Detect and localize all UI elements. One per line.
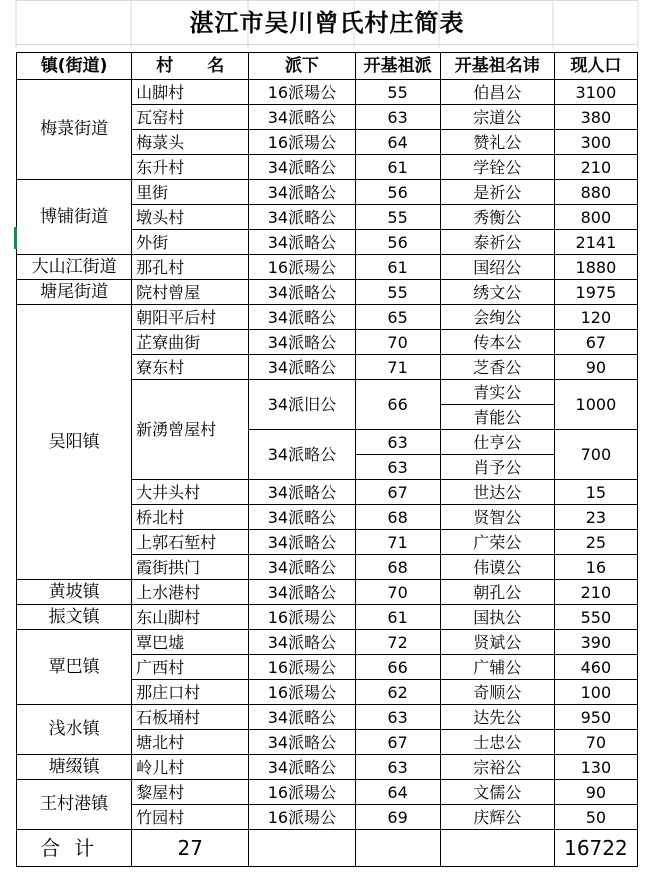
branch-cell[interactable]: 34派略公 <box>249 505 355 530</box>
table-row <box>17 705 638 730</box>
town-cell[interactable]: 大山江街道 <box>17 255 132 280</box>
ancestor-cell[interactable]: 学铨公 <box>440 155 554 180</box>
ancestor-cell[interactable]: 庆辉公 <box>440 805 554 830</box>
generation-cell[interactable]: 65 <box>355 305 440 330</box>
generation-cell[interactable]: 72 <box>355 630 440 655</box>
ancestor-cell[interactable]: 士忠公 <box>440 730 554 755</box>
village-cell[interactable]: 朝阳平后村 <box>132 305 249 330</box>
village-cell[interactable]: 瓦窑村 <box>132 105 249 130</box>
generation-cell[interactable]: 63 <box>355 105 440 130</box>
branch-cell[interactable]: 34派略公 <box>249 705 355 730</box>
ancestor-cell[interactable]: 仕亨公 <box>440 430 554 455</box>
population-cell[interactable]: 1975 <box>554 280 637 305</box>
population-cell[interactable]: 90 <box>554 355 637 380</box>
page-title: 湛江市吴川曾氏村庄简表 <box>189 9 465 37</box>
total-empty-cell[interactable] <box>355 830 440 867</box>
ancestor-cell[interactable]: 传本公 <box>440 330 554 355</box>
branch-cell[interactable]: 34派略公 <box>249 355 355 380</box>
generation-cell[interactable]: 70 <box>355 580 440 605</box>
branch-cell[interactable]: 16派瑒公 <box>249 655 355 680</box>
village-cell[interactable]: 上水港村 <box>132 580 249 605</box>
population-cell[interactable]: 1880 <box>554 255 637 280</box>
branch-cell[interactable]: 16派瑒公 <box>249 680 355 705</box>
generation-cell[interactable]: 55 <box>355 280 440 305</box>
table-body-wuyang <box>17 305 638 580</box>
generation-cell[interactable]: 68 <box>355 505 440 530</box>
population-cell[interactable]: 15 <box>554 480 637 505</box>
ancestor-cell[interactable]: 奇顺公 <box>440 680 554 705</box>
branch-cell[interactable]: 16派瑒公 <box>249 130 355 155</box>
branch-cell[interactable]: 34派略公 <box>249 205 355 230</box>
branch-cell[interactable]: 34派略公 <box>249 530 355 555</box>
ancestor-cell[interactable]: 广辅公 <box>440 655 554 680</box>
population-cell[interactable]: 67 <box>554 330 637 355</box>
ancestor-cell[interactable]: 国执公 <box>440 605 554 630</box>
generation-cell[interactable]: 61 <box>355 605 440 630</box>
generation-cell[interactable]: 56 <box>355 230 440 255</box>
village-cell[interactable]: 寮东村 <box>132 355 249 380</box>
ancestor-cell[interactable]: 世达公 <box>440 480 554 505</box>
generation-cell[interactable]: 67 <box>355 480 440 505</box>
village-table <box>16 52 638 867</box>
town-cell[interactable]: 黄坡镇 <box>17 580 132 605</box>
cell-selection-marker <box>14 227 17 249</box>
ancestor-cell[interactable]: 会绚公 <box>440 305 554 330</box>
village-cell[interactable]: 里街 <box>132 180 249 205</box>
generation-cell[interactable]: 69 <box>355 805 440 830</box>
generation-cell[interactable]: 63 <box>355 430 440 455</box>
branch-cell[interactable]: 34派略公 <box>249 180 355 205</box>
town-cell[interactable]: 覃巴镇 <box>17 630 132 705</box>
generation-cell[interactable]: 56 <box>355 180 440 205</box>
ancestor-cell[interactable]: 文儒公 <box>440 780 554 805</box>
table-body-lower <box>17 580 638 830</box>
population-cell[interactable]: 120 <box>554 305 637 330</box>
branch-cell[interactable]: 34派略公 <box>249 430 355 480</box>
total-empty-cell[interactable] <box>249 830 355 867</box>
village-cell-xinyong[interactable]: 新湧曾屋村 <box>132 380 249 480</box>
header-ancestor[interactable]: 开基祖名讳 <box>440 53 554 80</box>
town-cell[interactable]: 塘缀镇 <box>17 755 132 780</box>
village-cell[interactable]: 黎屋村 <box>132 780 249 805</box>
branch-cell[interactable]: 34派略公 <box>249 580 355 605</box>
town-cell[interactable]: 梅菉街道 <box>17 80 132 180</box>
ancestor-cell[interactable]: 秀衡公 <box>440 205 554 230</box>
village-cell[interactable]: 东升村 <box>132 155 249 180</box>
population-cell[interactable]: 800 <box>554 205 637 230</box>
ancestor-cell[interactable]: 绣文公 <box>440 280 554 305</box>
ancestor-cell[interactable]: 贤斌公 <box>440 630 554 655</box>
population-cell[interactable]: 700 <box>554 430 637 480</box>
generation-cell[interactable]: 63 <box>355 705 440 730</box>
population-cell[interactable]: 390 <box>554 630 637 655</box>
population-cell[interactable]: 90 <box>554 780 637 805</box>
village-cell[interactable]: 院村曾屋 <box>132 280 249 305</box>
population-cell[interactable]: 550 <box>554 605 637 630</box>
town-cell[interactable]: 浅水镇 <box>17 705 132 755</box>
branch-cell[interactable]: 34派略公 <box>249 305 355 330</box>
population-cell[interactable]: 16 <box>554 555 637 580</box>
table-row <box>17 305 638 330</box>
table-row <box>17 630 638 655</box>
population-cell[interactable]: 130 <box>554 755 637 780</box>
table-body-upper <box>17 80 638 305</box>
village-cell[interactable]: 那孔村 <box>132 255 249 280</box>
generation-cell[interactable]: 68 <box>355 555 440 580</box>
population-cell[interactable]: 460 <box>554 655 637 680</box>
village-cell[interactable]: 外街 <box>132 230 249 255</box>
generation-cell[interactable]: 67 <box>355 730 440 755</box>
town-cell[interactable]: 塘尾街道 <box>17 280 132 305</box>
village-cell[interactable]: 桥北村 <box>132 505 249 530</box>
village-cell[interactable]: 山脚村 <box>132 80 249 105</box>
population-cell[interactable]: 210 <box>554 580 637 605</box>
population-cell[interactable]: 380 <box>554 105 637 130</box>
total-population[interactable]: 16722 <box>554 830 637 867</box>
branch-cell[interactable]: 34派略公 <box>249 555 355 580</box>
total-label[interactable]: 合计 <box>17 830 132 867</box>
ancestor-cell[interactable]: 宗道公 <box>440 105 554 130</box>
population-cell[interactable]: 23 <box>554 505 637 530</box>
ancestor-cell[interactable]: 肖予公 <box>440 455 554 480</box>
branch-cell[interactable]: 34派略公 <box>249 630 355 655</box>
generation-cell[interactable]: 62 <box>355 680 440 705</box>
header-row <box>17 53 638 80</box>
population-cell[interactable]: 3100 <box>554 80 637 105</box>
branch-cell[interactable]: 16派瑒公 <box>249 255 355 280</box>
town-cell[interactable]: 振文镇 <box>17 605 132 630</box>
population-cell[interactable]: 880 <box>554 180 637 205</box>
branch-cell[interactable]: 34派略公 <box>249 330 355 355</box>
header-branch[interactable]: 派下 <box>249 53 355 80</box>
branch-cell[interactable]: 34派略公 <box>249 105 355 130</box>
village-cell[interactable]: 覃巴墟 <box>132 630 249 655</box>
branch-cell[interactable]: 34派略公 <box>249 755 355 780</box>
generation-cell[interactable]: 55 <box>355 205 440 230</box>
ancestor-cell[interactable]: 赞礼公 <box>440 130 554 155</box>
header-village[interactable]: 村 名 <box>132 53 249 80</box>
village-cell[interactable]: 岭儿村 <box>132 755 249 780</box>
generation-cell[interactable]: 61 <box>355 155 440 180</box>
ancestor-cell[interactable]: 宗裕公 <box>440 755 554 780</box>
population-cell[interactable]: 2141 <box>554 230 637 255</box>
generation-cell[interactable]: 63 <box>355 455 440 480</box>
ancestor-cell[interactable]: 青实公 <box>440 380 554 405</box>
branch-cell[interactable]: 34派略公 <box>249 230 355 255</box>
table-row <box>17 280 638 305</box>
village-cell[interactable]: 那庄口村 <box>132 680 249 705</box>
header-population[interactable]: 现人口 <box>554 53 637 80</box>
ancestor-cell[interactable]: 贤智公 <box>440 505 554 530</box>
table-body-total <box>17 830 638 867</box>
branch-cell[interactable]: 34派旧公 <box>249 380 355 430</box>
table-row <box>17 755 638 780</box>
ancestor-cell[interactable]: 广荣公 <box>440 530 554 555</box>
generation-cell[interactable]: 64 <box>355 130 440 155</box>
village-cell[interactable]: 霞街拱门 <box>132 555 249 580</box>
village-cell[interactable]: 上郭石堑村 <box>132 530 249 555</box>
ancestor-cell[interactable]: 泰祈公 <box>440 230 554 255</box>
village-cell[interactable]: 大井头村 <box>132 480 249 505</box>
generation-cell[interactable]: 71 <box>355 355 440 380</box>
town-cell[interactable]: 吴阳镇 <box>17 305 132 580</box>
generation-cell[interactable]: 55 <box>355 80 440 105</box>
table-row <box>17 605 638 630</box>
ancestor-cell[interactable]: 国绍公 <box>440 255 554 280</box>
ancestor-cell[interactable]: 青能公 <box>440 405 554 430</box>
town-cell[interactable]: 博铺街道 <box>17 180 132 255</box>
branch-cell[interactable]: 16派瑒公 <box>249 80 355 105</box>
ancestor-cell[interactable]: 伟谟公 <box>440 555 554 580</box>
table-row <box>17 780 638 805</box>
table-row <box>17 180 638 205</box>
generation-cell[interactable]: 64 <box>355 780 440 805</box>
population-cell[interactable]: 300 <box>554 130 637 155</box>
header-generation[interactable]: 开基祖派 <box>355 53 440 80</box>
generation-cell[interactable]: 71 <box>355 530 440 555</box>
population-cell[interactable]: 50 <box>554 805 637 830</box>
village-cell[interactable]: 芷寮曲街 <box>132 330 249 355</box>
generation-cell[interactable]: 61 <box>355 255 440 280</box>
population-cell[interactable]: 70 <box>554 730 637 755</box>
total-empty-cell[interactable] <box>440 830 554 867</box>
population-cell[interactable]: 25 <box>554 530 637 555</box>
generation-cell[interactable]: 63 <box>355 755 440 780</box>
total-row <box>17 830 638 867</box>
branch-cell[interactable]: 34派略公 <box>249 155 355 180</box>
village-cell[interactable]: 竹园村 <box>132 805 249 830</box>
population-cell[interactable]: 100 <box>554 680 637 705</box>
branch-cell[interactable]: 34派略公 <box>249 280 355 305</box>
branch-cell[interactable]: 34派略公 <box>249 480 355 505</box>
table-row <box>17 580 638 605</box>
branch-cell[interactable]: 34派略公 <box>249 730 355 755</box>
population-cell[interactable]: 1000 <box>554 380 637 430</box>
table-row <box>17 80 638 105</box>
town-cell[interactable]: 王村港镇 <box>17 780 132 830</box>
branch-cell[interactable]: 16派瑒公 <box>249 780 355 805</box>
village-cell[interactable]: 梅菉头 <box>132 130 249 155</box>
generation-cell[interactable]: 66 <box>355 380 440 430</box>
ancestor-cell[interactable]: 芝香公 <box>440 355 554 380</box>
village-cell[interactable]: 墩头村 <box>132 205 249 230</box>
population-cell[interactable]: 210 <box>554 155 637 180</box>
generation-cell[interactable]: 66 <box>355 655 440 680</box>
village-cell[interactable]: 石板埇村 <box>132 705 249 730</box>
branch-cell[interactable]: 16派瑒公 <box>249 605 355 630</box>
village-cell[interactable]: 广西村 <box>132 655 249 680</box>
ancestor-cell[interactable]: 朝孔公 <box>440 580 554 605</box>
ancestor-cell[interactable]: 达先公 <box>440 705 554 730</box>
population-cell[interactable]: 950 <box>554 705 637 730</box>
village-cell[interactable]: 塘北村 <box>132 730 249 755</box>
village-cell[interactable]: 东山脚村 <box>132 605 249 630</box>
generation-cell[interactable]: 70 <box>355 330 440 355</box>
branch-cell[interactable]: 16派瑒公 <box>249 805 355 830</box>
total-villages[interactable]: 27 <box>132 830 249 867</box>
header-town[interactable]: 镇(街道) <box>17 53 132 80</box>
table-row <box>17 255 638 280</box>
ancestor-cell[interactable]: 是祈公 <box>440 180 554 205</box>
ancestor-cell[interactable]: 伯昌公 <box>440 80 554 105</box>
